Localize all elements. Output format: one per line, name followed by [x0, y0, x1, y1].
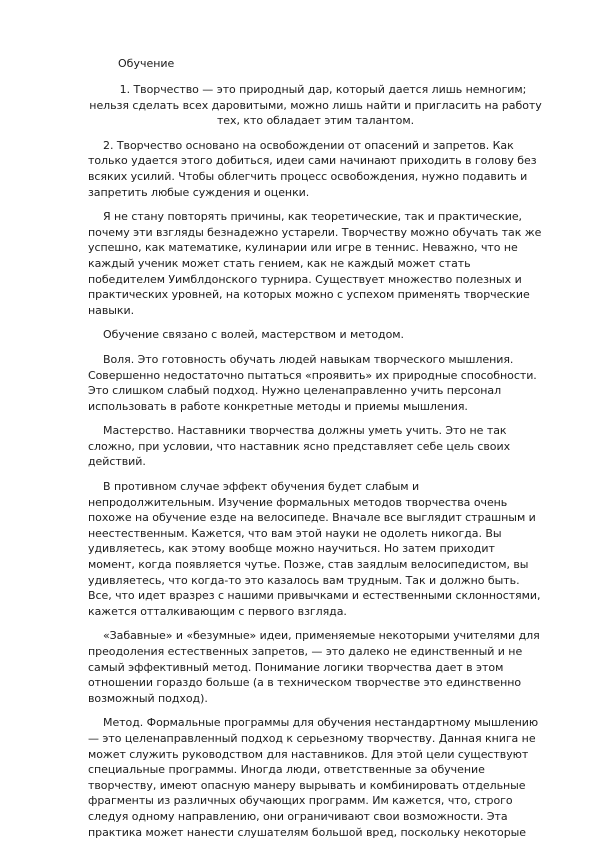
document-body: [88, 56, 543, 849]
paragraph-1: 1. Творчество — это природный дар, который дается лишь немногим; нельзя сделать всех даровитыми, можно лишь найти и пригласить на работу тех, кто обладает этим талантом.: [89, 83, 542, 128]
paragraph-8: «Забавные» и «безумные» идеи, применяемые некоторыми учителями для преодоления естественных запретов, — это далеко не единственный и не самый эффективный метод. Понимание логики творчества дает в этом отношении гораздо больше (а в техническом творчестве это единственно возможный подход).: [88, 629, 540, 705]
paragraph-5: Воля. Это готовность обучать людей навыкам творческого мышления. Совершенно недостаточно пытаться «проявить» их природные способности. Это слишком слабый подход. Нужно целенаправленно учить персонал использовать в работе конкретные методы и приемы мышления.: [88, 352, 537, 413]
paragraph-6: Мастерство. Наставники творчества должны уметь учить. Это не так сложно, при условии, что наставник ясно представляет себе цель своих действий.: [88, 424, 511, 469]
paragraph-9: Метод. Формальные программы для обучения нестандартному мышлению — это целенаправленный подход к серьезному творчеству. Данная книга не может служить руководством для наставников. Для этой цели существуют специальные программы. Иногда люди, ответственные за обучение творчеству, имеют опасную манеру вырывать и комбинировать отдельные фрагменты из различных обучающих программ. Им кажется, что, строго следуя одному направлению, они ограничивают свои возможности. Эта практика может нанести слушателям большой вред, поскольку некоторые: [88, 716, 539, 839]
document-title: Обучение: [118, 57, 175, 70]
paragraph-7: В противном случае эффект обучения будет слабым и непродолжительным. Изучение формальных методов творчества очень похоже на обучение езде на велосипеде. Вначале все выглядит страшным и неестественным. Кажется, что вам этой науки не одолеть никогда. Вы удивляетесь, как этому вообще можно научиться. Но затем приходит момент, когда появляется чутье. Позже, став заядлым велосипедистом, вы удивляетесь, что когда-то это казалось вам трудным. Так и должно быть. Все, что идет вразрез с нашими привычками и естественными склонностями, кажется отталкивающим с первого взгляда.: [88, 480, 541, 618]
paragraph-2: 2. Творчество основано на освобождении от опасений и запретов. Как только удается этого добиться, идеи сами начинают приходить в голову без всяких усилий. Чтобы облегчить процесс освобождения, нужно подавить и запретить любые суждения и оценки.: [88, 138, 537, 199]
paragraph-3: Я не стану повторять причины, как теоретические, так и практические, почему эти взгляды безнадежно устарели. Творчеству можно обучать так же успешно, как математике, кулинарии или игре в теннис. Неважно, что не каждый ученик может стать гением, как не каждый может стать победителем Уимблдонского турнира. Существует множество полезных и практических уровней, на которых можно с успехом применять творческие навыки.: [88, 210, 542, 317]
paragraph-4: Обучение связано с волей, мастерством и методом.: [103, 328, 404, 342]
